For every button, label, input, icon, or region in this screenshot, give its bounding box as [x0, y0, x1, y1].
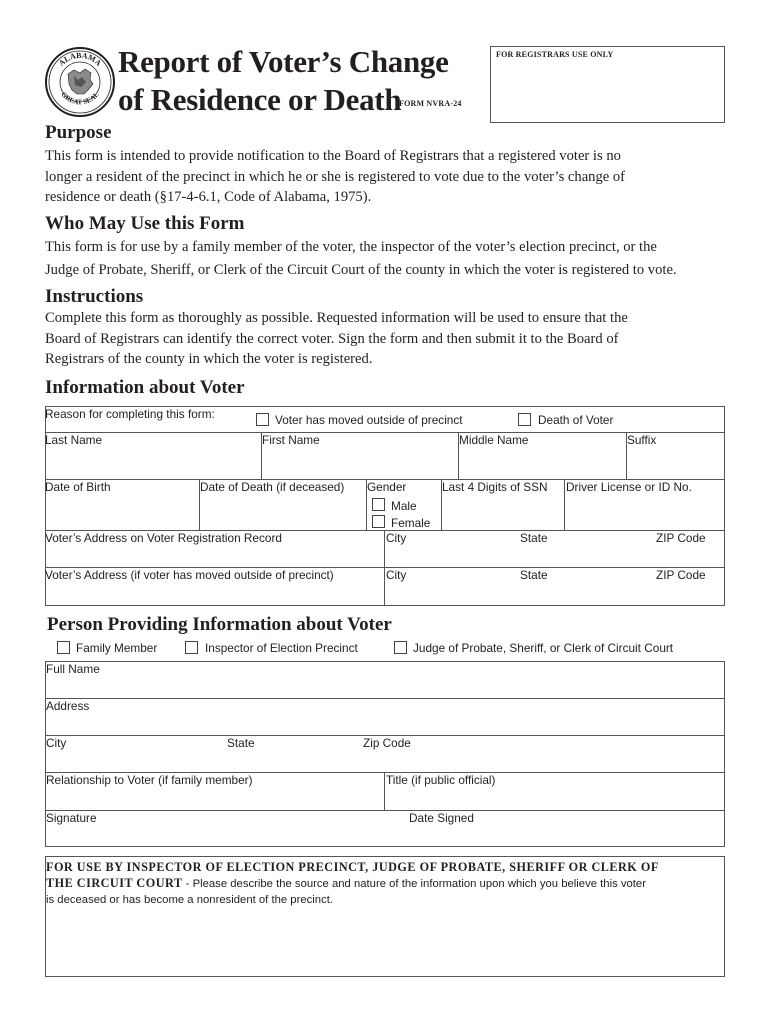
official-use-description-field[interactable]	[46, 908, 724, 976]
who-line: Judge of Probate, Sheriff, or Clerk of the Circuit Court of the county in which the voter is registered to vote.	[45, 262, 677, 278]
full-name-field[interactable]	[46, 676, 724, 697]
new-address-field[interactable]	[46, 582, 383, 605]
reg-city-label: City	[386, 531, 407, 545]
dod-label: Date of Death (if deceased)	[200, 480, 345, 494]
family-member-label: Family Member	[76, 641, 158, 655]
last-name-label: Last Name	[45, 433, 103, 447]
provider-state-label: State	[227, 736, 255, 750]
official-use-text	[46, 859, 724, 908]
purpose-line: residence or death (§17-4-6.1, Code of Alabama, 1975).	[45, 189, 372, 205]
gender-label: Gender	[367, 480, 407, 494]
instructions-line: Complete this form as thoroughly as possible. Requested information will be used to ensure that the	[45, 310, 628, 326]
form-title-line1: Report of Voter’s Change	[118, 44, 449, 79]
inspector-checkbox[interactable]	[185, 641, 198, 654]
official-use-desc-line2: is deceased or has become a nonresident of the precinct.	[46, 894, 333, 906]
death-label: Death of Voter	[538, 413, 614, 427]
inspector-label: Inspector of Election Precinct	[205, 641, 358, 655]
new-city-state-zip-field[interactable]	[385, 582, 724, 605]
death-checkbox[interactable]	[518, 413, 531, 426]
reg-city-state-zip-field[interactable]	[385, 545, 724, 566]
last-name-field[interactable]	[46, 447, 260, 478]
date-signed-field[interactable]	[409, 825, 724, 846]
purpose-line: longer a resident of the precinct in which he or she is registered to vote due to the voter’s change of	[45, 168, 626, 185]
signature-field[interactable]	[46, 825, 396, 846]
official-use-heading-line2: THE CIRCUIT COURT	[46, 876, 183, 890]
provider-heading: Person Providing Information about Voter	[47, 614, 392, 635]
instructions-heading: Instructions	[45, 286, 144, 307]
alabama-seal	[44, 46, 116, 118]
signature-label: Signature	[46, 811, 97, 825]
svg-text:GREAT SEAL: GREAT SEAL	[59, 90, 101, 107]
official-label: Judge of Probate, Sheriff, or Clerk of Circuit Court	[413, 641, 674, 655]
voter-info-heading: Information about Voter	[45, 377, 245, 398]
reg-address-field[interactable]	[46, 545, 383, 566]
reg-address-label: Voter’s Address on Voter Registration Record	[45, 531, 282, 545]
instructions-line: Board of Registrars can identify the correct voter. Sign the form and then submit it to the Board of	[45, 330, 619, 347]
official-checkbox[interactable]	[394, 641, 407, 654]
registrars-use-box	[490, 46, 725, 123]
official-title-label: Title (if public official)	[386, 773, 496, 787]
form-number: FORM NVRA-24	[399, 99, 462, 108]
reg-state-label: State	[520, 531, 548, 545]
male-checkbox[interactable]	[372, 498, 385, 511]
suffix-label: Suffix	[627, 433, 657, 447]
svg-text:ALABAMA: ALABAMA	[56, 50, 104, 68]
ssn-field[interactable]	[442, 494, 563, 529]
license-field[interactable]	[566, 494, 724, 529]
family-member-checkbox[interactable]	[57, 641, 70, 654]
middle-name-label: Middle Name	[459, 433, 529, 447]
dob-label: Date of Birth	[45, 480, 111, 494]
purpose-text	[45, 146, 725, 208]
who-text	[45, 236, 725, 282]
provider-address-field[interactable]	[46, 713, 724, 734]
moved-label: Voter has moved outside of precinct	[275, 413, 463, 427]
official-use-heading-line1: FOR USE BY INSPECTOR OF ELECTION PRECINCT, JUDGE OF PROBATE, SHERIFF OR CLERK OF	[46, 860, 659, 874]
who-heading: Who May Use this Form	[45, 213, 245, 234]
license-label: Driver License or ID No.	[566, 480, 692, 494]
reason-label: Reason for completing this form:	[45, 407, 215, 421]
first-name-field[interactable]	[262, 447, 457, 478]
first-name-label: First Name	[262, 433, 320, 447]
male-label: Male	[391, 499, 417, 513]
new-address-label: Voter’s Address (if voter has moved outside of precinct)	[45, 568, 334, 582]
purpose-heading: Purpose	[45, 122, 112, 143]
new-zip-label: ZIP Code	[656, 568, 706, 582]
new-state-label: State	[520, 568, 548, 582]
official-title-field[interactable]	[386, 787, 724, 809]
official-use-desc-line1: - Please describe the source and nature of the information upon which you believe this voter	[182, 878, 646, 890]
full-name-label: Full Name	[46, 662, 100, 676]
dod-field[interactable]	[200, 494, 365, 529]
provider-address-label: Address	[46, 699, 90, 713]
moved-checkbox[interactable]	[256, 413, 269, 426]
provider-zip-label: Zip Code	[363, 736, 411, 750]
relationship-field[interactable]	[46, 787, 383, 809]
ssn-label: Last 4 Digits of SSN	[442, 480, 548, 494]
female-label: Female	[391, 516, 431, 530]
form-title-line2: of Residence or Death	[118, 82, 402, 117]
provider-city-state-zip-field[interactable]	[46, 750, 724, 771]
suffix-field[interactable]	[627, 447, 724, 478]
dob-field[interactable]	[46, 494, 198, 529]
female-checkbox[interactable]	[372, 515, 385, 528]
purpose-line: This form is intended to provide notification to the Board of Registrars that a registered voter is no	[45, 148, 621, 164]
who-line: This form is for use by a family member of the voter, the inspector of the voter’s election precinct, or the	[45, 239, 657, 255]
reg-zip-label: ZIP Code	[656, 531, 706, 545]
registrars-use-label: FOR REGISTRARS USE ONLY	[496, 50, 614, 59]
new-city-label: City	[386, 568, 407, 582]
date-signed-label: Date Signed	[409, 811, 474, 825]
official-use-line2	[46, 875, 724, 892]
provider-city-label: City	[46, 736, 67, 750]
instructions-text	[45, 308, 725, 370]
instructions-line: Registrars of the county in which the voter is registered.	[45, 351, 373, 367]
middle-name-field[interactable]	[459, 447, 625, 478]
relationship-label: Relationship to Voter (if family member)	[46, 773, 253, 787]
